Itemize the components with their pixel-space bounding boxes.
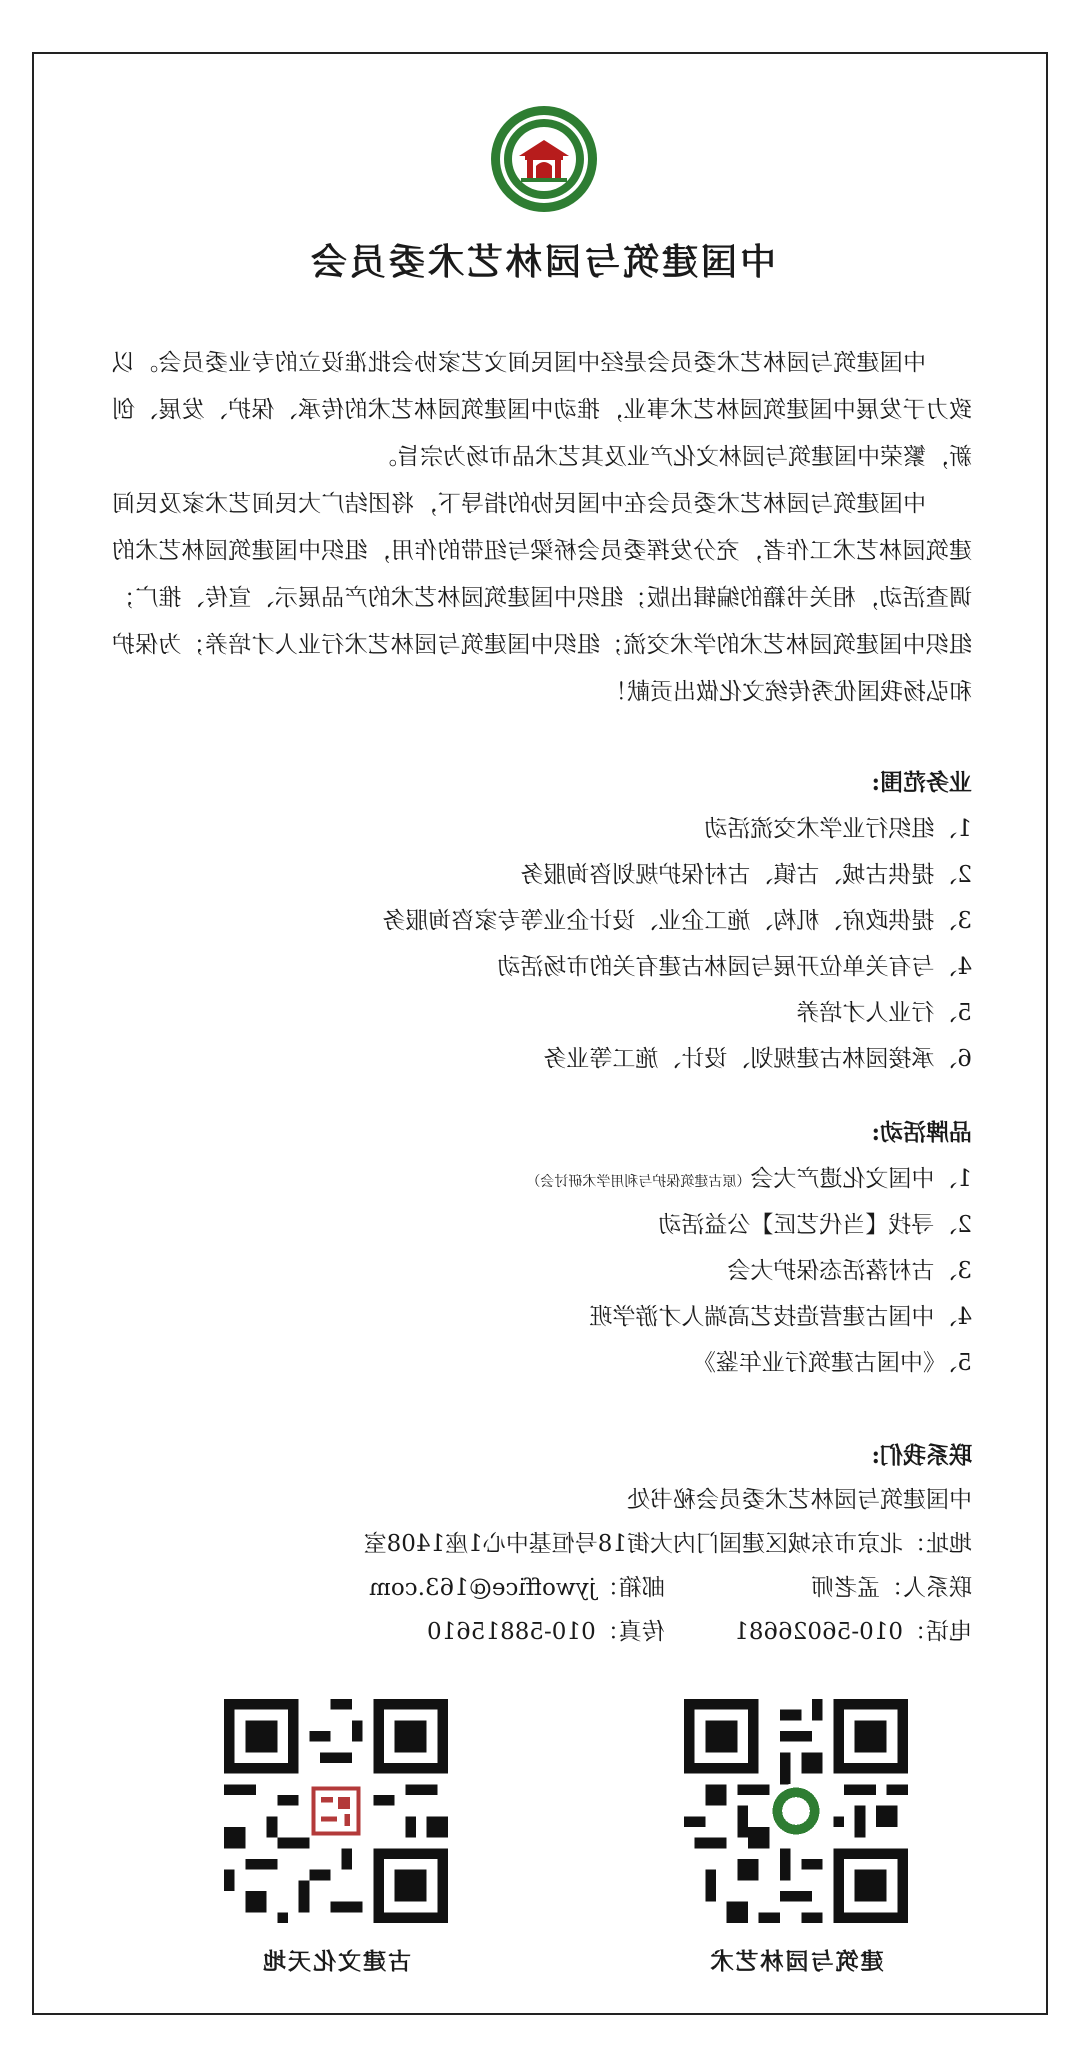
contact-row bbox=[364, 1610, 972, 1654]
list-item: 3、古村落活态保护大会 bbox=[727, 1258, 972, 1284]
mirrored-content bbox=[34, 54, 1050, 2017]
brand-item-note: （原古建筑保护与利用学术研讨会） bbox=[526, 1174, 751, 1190]
qr-caption-right: 古建文化天地 bbox=[261, 1948, 411, 1975]
page-frame bbox=[32, 52, 1048, 2015]
contact-section bbox=[364, 1434, 972, 1654]
contact-org: 中国建筑与园林艺术委员会秘书处 bbox=[627, 1487, 972, 1513]
list-item: 4、与有关单位开展与园林古建有关的市场活动 bbox=[497, 954, 972, 980]
contact-phone[interactable]: 电话：010-56026681 bbox=[734, 1619, 972, 1645]
page-title: 中国建筑与园林艺术委员会 bbox=[308, 241, 777, 283]
intro-paragraph: 中国建筑与园林艺术委员会在中国民协的指导下，将团结广大民间艺术家及民间建筑园林艺术工作者，充分发挥委员会桥梁与纽带的作用，组织中国建筑园林艺术的调查活动，相关书籍的编辑出版；组织中国建筑园林艺术的产品展示、宣传、推广；组织中国建筑园林艺术的学术交流；组织中国建筑与园林艺术行业人才培养；为保护和弘扬我国优秀传统文化做出贡献！ bbox=[112, 491, 972, 705]
business-list bbox=[382, 806, 972, 1082]
list-item bbox=[526, 1156, 972, 1202]
list-item: 6、承接园林古建规划、设计、施工等业务 bbox=[543, 1046, 972, 1072]
brand-heading: 品牌活动: bbox=[871, 1119, 972, 1146]
list-item: 2、提供古城、古镇、古村保护规划咨询服务 bbox=[520, 862, 972, 888]
qr-code-icon[interactable] bbox=[224, 1699, 448, 1923]
list-item: 4、中国古建营造技艺高端人才游学班 bbox=[589, 1304, 972, 1330]
contact-email[interactable]: 邮箱：jywoffice@163.com bbox=[369, 1575, 665, 1601]
business-heading: 业务范围: bbox=[871, 769, 972, 796]
intro-paragraph: 中国建筑与园林艺术委员会是经中国民间文艺家协会批准设立的专业委员会。以致力于发展中国建筑园林艺术事业，推动中国建筑园林艺术的传承、保护、发展、创新，繁荣中国建筑与园林文化产业及其艺术品市场为宗旨。 bbox=[112, 350, 972, 470]
list-item: 2、寻找【当代艺匠】公益活动 bbox=[658, 1212, 972, 1238]
qr-block-left bbox=[684, 1699, 908, 1976]
contact-person: 联系人：孟老师 bbox=[811, 1575, 972, 1601]
brand-list bbox=[526, 1156, 972, 1386]
brand-item-main: 1、中国文化遗产大会 bbox=[750, 1166, 972, 1192]
list-item: 3、提供政府、机构、施工企业、设计企业等专家咨询服务 bbox=[382, 908, 972, 934]
list-item: 5、行业人才培养 bbox=[796, 1000, 972, 1026]
contact-heading: 联系我们: bbox=[871, 1442, 972, 1469]
contact-fax: 传真：010-58815610 bbox=[426, 1619, 665, 1645]
contact-address: 地址：北京市东城区建国门内大街18号恒基中心1座1408室 bbox=[363, 1531, 972, 1557]
association-emblem-icon bbox=[489, 104, 599, 214]
contact-row bbox=[364, 1566, 972, 1610]
qr-caption-left: 建筑与园林艺术 bbox=[708, 1948, 884, 1975]
intro-text bbox=[112, 340, 972, 716]
qr-code-icon[interactable] bbox=[684, 1699, 908, 1923]
list-item: 5、《中国古建筑行业年鉴》 bbox=[692, 1350, 972, 1376]
qr-block-right bbox=[224, 1699, 448, 1976]
list-item: 1、组织行业学术交流活动 bbox=[704, 816, 972, 842]
